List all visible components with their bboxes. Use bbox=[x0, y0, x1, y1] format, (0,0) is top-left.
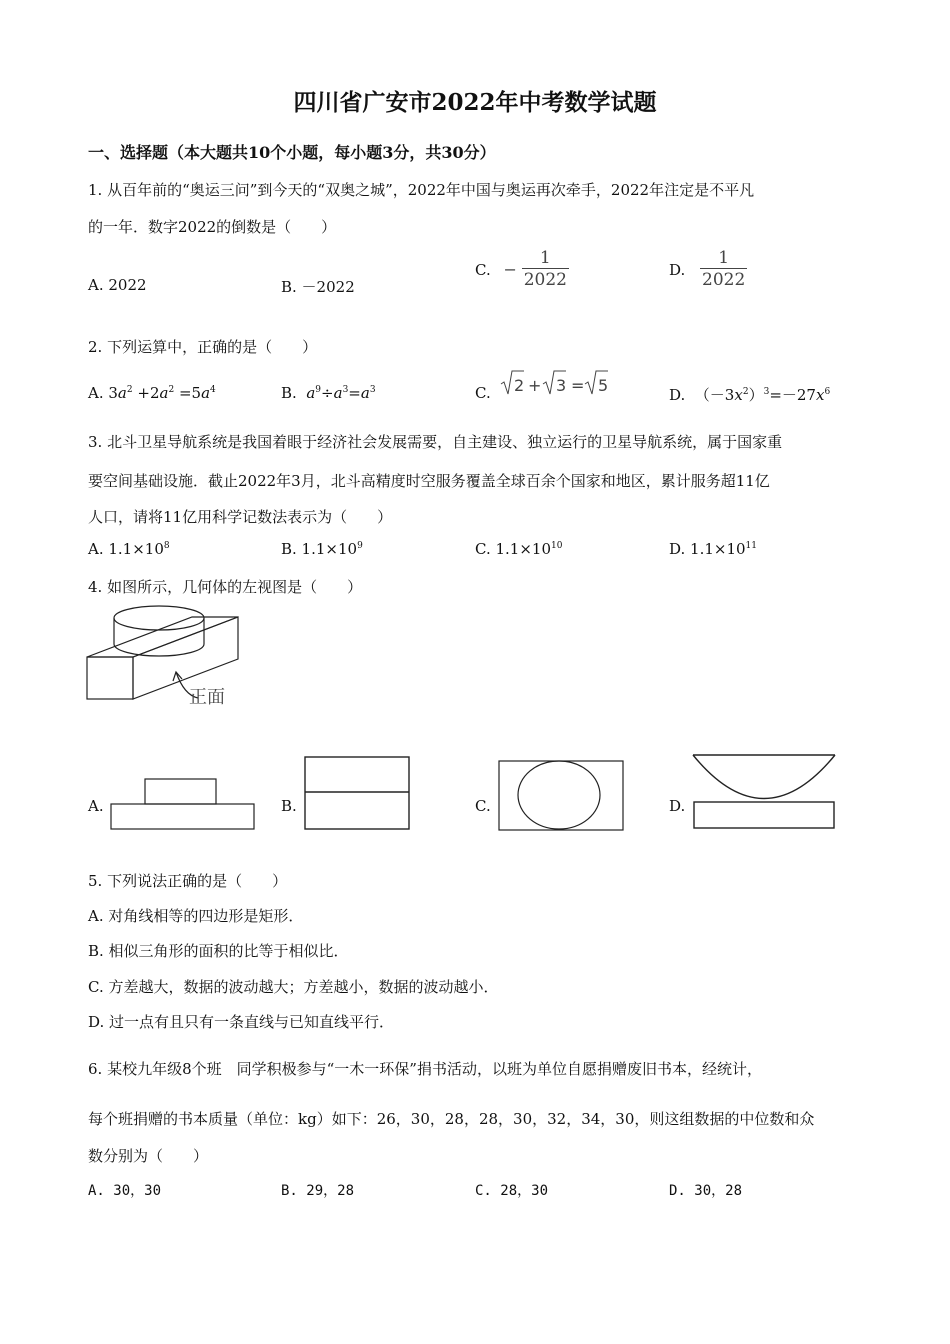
q1-d-label: D. bbox=[669, 260, 686, 279]
q1-stem-line2: 的一年．数字2022的倒数是（ ） bbox=[88, 218, 337, 236]
q2-a-label: A. bbox=[88, 384, 104, 402]
q1-option-d[interactable] bbox=[669, 248, 747, 291]
q3-option-b[interactable] bbox=[281, 540, 363, 558]
svg-text:=: = bbox=[571, 376, 585, 395]
q3-d-exponent: 11 bbox=[745, 541, 757, 551]
q3-stem-line2: 要空间基础设施．截止2022年3月，北斗高精度时空服务覆盖全球百余个国家和地区，累计服务超11亿 bbox=[88, 472, 770, 490]
q4-stem: 4. 如图所示，几何体的左视图是（ ） bbox=[88, 578, 363, 596]
q5-option-b[interactable]: B. 相似三角形的面积的比等于相似比． bbox=[88, 942, 349, 960]
q3-c-base: C. 1.1×10 bbox=[475, 540, 551, 558]
svg-text:2: 2 bbox=[514, 376, 525, 395]
q6-stem-line2: 每个班捐赠的书本质量（单位：kg）如下：26，30，28，28，30，32，34，30，则这组数据的中位数和众 bbox=[88, 1110, 815, 1128]
q4-option-a-label[interactable]: A. bbox=[88, 797, 104, 815]
svg-text:5: 5 bbox=[598, 376, 609, 395]
q2-option-c[interactable] bbox=[475, 384, 491, 402]
q2-b-label: B. bbox=[281, 384, 297, 402]
q3-c-exponent: 10 bbox=[551, 541, 563, 551]
q1-c-label: C. bbox=[475, 260, 491, 279]
q1-option-a[interactable]: A. 2022 bbox=[88, 276, 147, 294]
q1-c-minus: − bbox=[503, 260, 517, 279]
q3-b-exponent: 9 bbox=[357, 541, 363, 551]
q4-front-label: 正面 bbox=[189, 687, 225, 708]
q3-stem-line3: 人口，请将11亿用科学记数法表示为（ ） bbox=[88, 508, 393, 526]
q4-option-c-label[interactable]: C. bbox=[475, 797, 491, 815]
q5-stem: 5. 下列说法正确的是（ ） bbox=[88, 872, 288, 890]
q2-d-label: D. bbox=[669, 386, 686, 404]
q3-a-exponent: 8 bbox=[163, 541, 170, 551]
q2-option-d[interactable]: D. $(-3x^2)^3=-27x^6$ bbox=[669, 386, 831, 404]
q2-c-label: C. bbox=[475, 384, 491, 402]
section-heading: 一、选择题（本大题共10个小题，每小题3分，共30分） bbox=[88, 143, 496, 162]
q3-d-base: D. 1.1×10 bbox=[669, 540, 746, 558]
q3-option-a[interactable] bbox=[88, 540, 170, 558]
q4-option-a-figure[interactable] bbox=[108, 775, 258, 833]
q4-option-d-label[interactable]: D. bbox=[669, 797, 686, 815]
q1-option-b[interactable]: B. －2022 bbox=[281, 278, 355, 296]
q6-option-a[interactable]: A. 30，30 bbox=[88, 1183, 162, 1199]
q3-b-base: B. 1.1×10 bbox=[281, 540, 358, 558]
q3-a-base: A. 1.1×10 bbox=[88, 540, 164, 558]
q3-option-d[interactable] bbox=[669, 540, 757, 558]
q5-option-a[interactable]: A. 对角线相等的四边形是矩形． bbox=[88, 907, 304, 925]
q5-option-d[interactable]: D. 过一点有且只有一条直线与已知直线平行． bbox=[88, 1013, 395, 1031]
q1-option-c[interactable] bbox=[475, 248, 569, 291]
q3-stem-line1: 3. 北斗卫星导航系统是我国着眼于经济社会发展需要，自主建设、独立运行的卫星导航系统，属于国家重 bbox=[88, 433, 783, 451]
q6-stem-line3: 数分别为（ ） bbox=[88, 1147, 209, 1165]
q1-d-fraction bbox=[700, 248, 747, 291]
q4-option-d-figure[interactable] bbox=[690, 752, 840, 834]
q2-option-a[interactable]: A. $3a^2 +2a^2 =5a^4$ bbox=[88, 384, 216, 402]
q4-solid-figure bbox=[84, 600, 344, 720]
q6-option-b[interactable]: B. 29，28 bbox=[281, 1183, 355, 1199]
q3-option-c[interactable] bbox=[475, 540, 562, 558]
svg-text:3: 3 bbox=[556, 376, 567, 395]
q1-c-numerator: 1 bbox=[522, 248, 569, 269]
q2-c-radical-expression bbox=[498, 366, 610, 398]
q1-d-denominator: 2022 bbox=[702, 270, 746, 290]
q4-option-b-label[interactable]: B. bbox=[281, 797, 297, 815]
q2-option-b[interactable]: B. $a^9\div a^3=a^3$ bbox=[281, 384, 376, 402]
q1-stem-line1: 1. 从百年前的“奥运三问”到今天的“双奥之城”，2022年中国与奥运再次牵手，2022年注定是不平凡 bbox=[88, 181, 755, 199]
q6-stem-line1: 6. 某校九年级8个班 同学积极参与“一木一环保”捐书活动，以班为单位自愿捐赠废旧书本，经统计， bbox=[88, 1060, 762, 1078]
q1-d-numerator: 1 bbox=[700, 248, 747, 269]
page-title: 四川省广安市2022年中考数学试题 bbox=[293, 89, 657, 116]
q1-c-denominator: 2022 bbox=[523, 270, 567, 290]
q4-option-c-figure[interactable] bbox=[496, 759, 626, 833]
q5-option-c[interactable]: C. 方差越大，数据的波动越大；方差越小，数据的波动越小． bbox=[88, 978, 499, 996]
svg-text:+: + bbox=[528, 376, 542, 395]
q4-option-b-figure[interactable] bbox=[302, 755, 414, 833]
q1-c-fraction bbox=[522, 248, 569, 291]
q2-stem: 2. 下列运算中，正确的是（ ） bbox=[88, 338, 318, 356]
q6-option-c[interactable]: C. 28，30 bbox=[475, 1183, 549, 1199]
q6-option-d[interactable]: D. 30，28 bbox=[669, 1183, 743, 1199]
